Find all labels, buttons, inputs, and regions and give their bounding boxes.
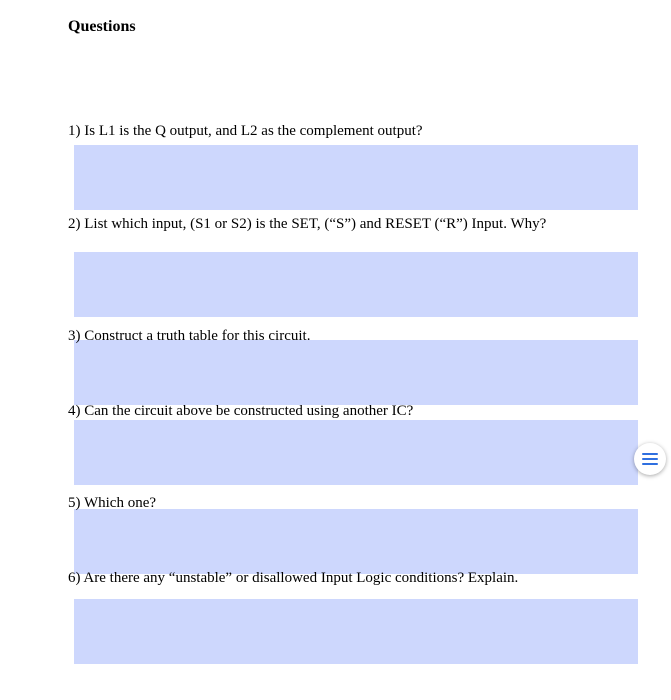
- question-4-text: 4) Can the circuit above be constructed using another IC?: [68, 403, 414, 419]
- question-1-text: 1) Is L1 is the Q output, and L2 as the complement output?: [68, 123, 423, 139]
- answer-field-5[interactable]: [74, 509, 638, 574]
- question-2-text: 2) List which input, (S1 or S2) is the SET, (“S”) and RESET (“R”) Input. Why?: [68, 216, 547, 232]
- menu-button[interactable]: [634, 443, 666, 475]
- answer-field-2[interactable]: [74, 252, 638, 317]
- answer-field-3[interactable]: [74, 340, 638, 405]
- hamburger-menu-icon: [642, 453, 658, 465]
- question-6-text: 6) Are there any “unstable” or disallowed Input Logic conditions? Explain.: [68, 570, 519, 586]
- answer-field-6[interactable]: [74, 599, 638, 664]
- answer-field-1[interactable]: [74, 145, 638, 210]
- question-5-text: 5) Which one?: [68, 495, 157, 511]
- question-3-text: 3) Construct a truth table for this circuit.: [68, 328, 311, 344]
- page-title: Questions: [68, 18, 136, 35]
- answer-field-4[interactable]: [74, 420, 638, 485]
